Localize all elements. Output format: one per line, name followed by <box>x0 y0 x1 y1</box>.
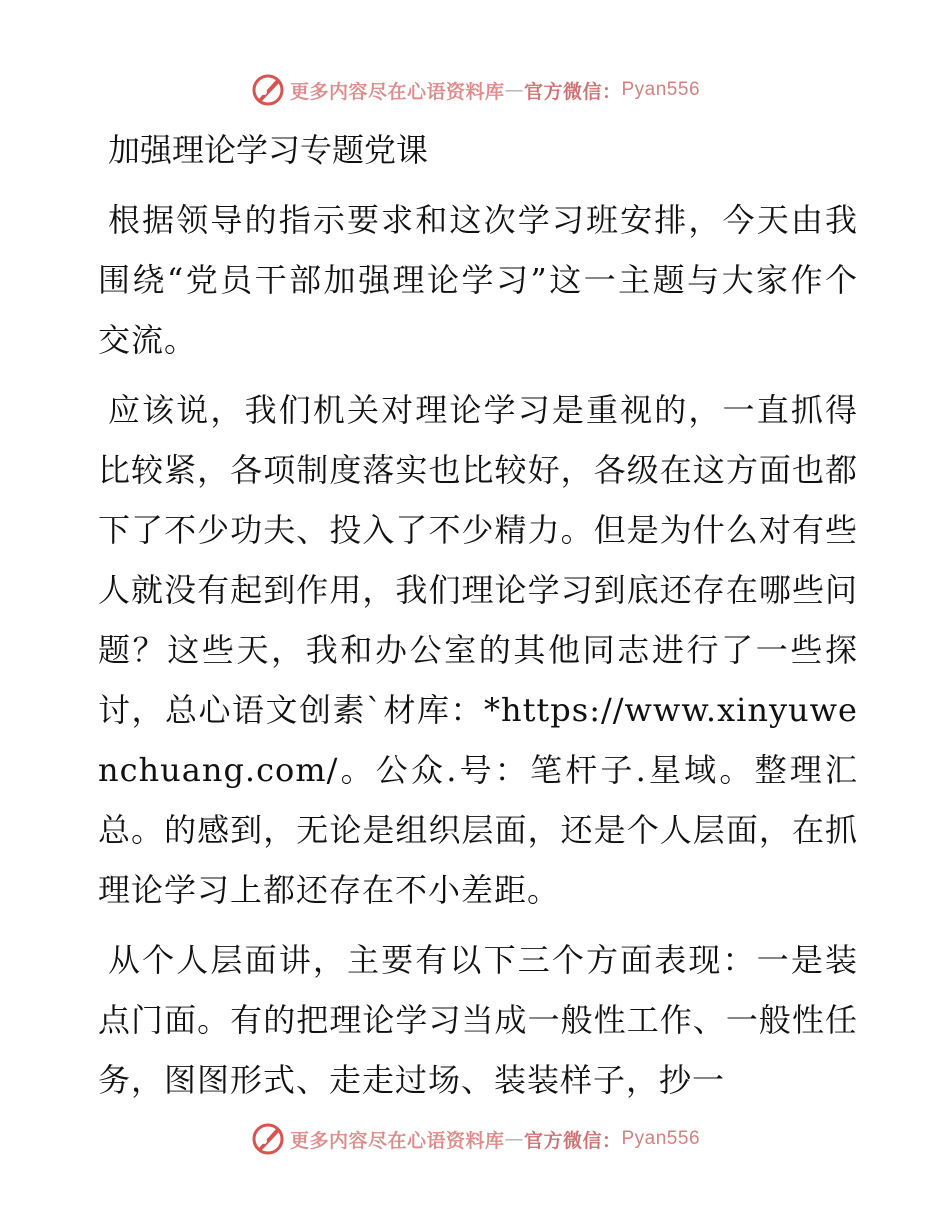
banner-dash: — <box>504 79 524 101</box>
banner-wechat-label: 官方微信： <box>523 1129 622 1152</box>
footer-banner <box>0 1119 950 1159</box>
paragraph-2: 应该说，我们机关对理论学习是重视的，一直抓得比较紧，各项制度落实也比较好，各级在这方面也都下了不少功夫、投入了不少精力。但是为什么对有些人就没有起到作用，我们理论学习到底还存在哪些问题？这些天，我和办公室的其他同志进行了一些探讨，总心语文创素`材库：*https://www.xinyuwenchuang.com/。公众.号：笔杆子.星域。整理汇总。的感到，无论是组织层面，还是个人层面，在抓理论学习上都还存在不小差距。 <box>98 391 858 909</box>
quill-logo-icon <box>250 72 286 108</box>
banner-dash: — <box>504 1128 524 1150</box>
quill-logo-icon <box>250 1121 286 1157</box>
paragraph-1: 根据领导的指示要求和这次学习班安排，今天由我围绕“党员干部加强理论学习”这一主题与大家作个交流。 <box>98 201 858 359</box>
banner-main-text: 更多内容尽在心语资料库 <box>289 1129 505 1152</box>
document-title: 加强理论学习专题党课 <box>108 131 429 169</box>
document-body <box>98 120 858 1110</box>
header-banner <box>0 70 950 110</box>
paragraph-3: 从个人层面讲，主要有以下三个方面表现：一是装点门面。有的把理论学习当成一般性工作、一般性任务，图图形式、走走过场、装装样子，抄一 <box>98 941 858 1099</box>
banner-main-text: 更多内容尽在心语资料库 <box>289 80 505 103</box>
banner-wechat-id: Pyan556 <box>621 1128 701 1149</box>
banner-wechat-label: 官方微信： <box>523 80 622 103</box>
banner-wechat-id: Pyan556 <box>621 79 701 100</box>
